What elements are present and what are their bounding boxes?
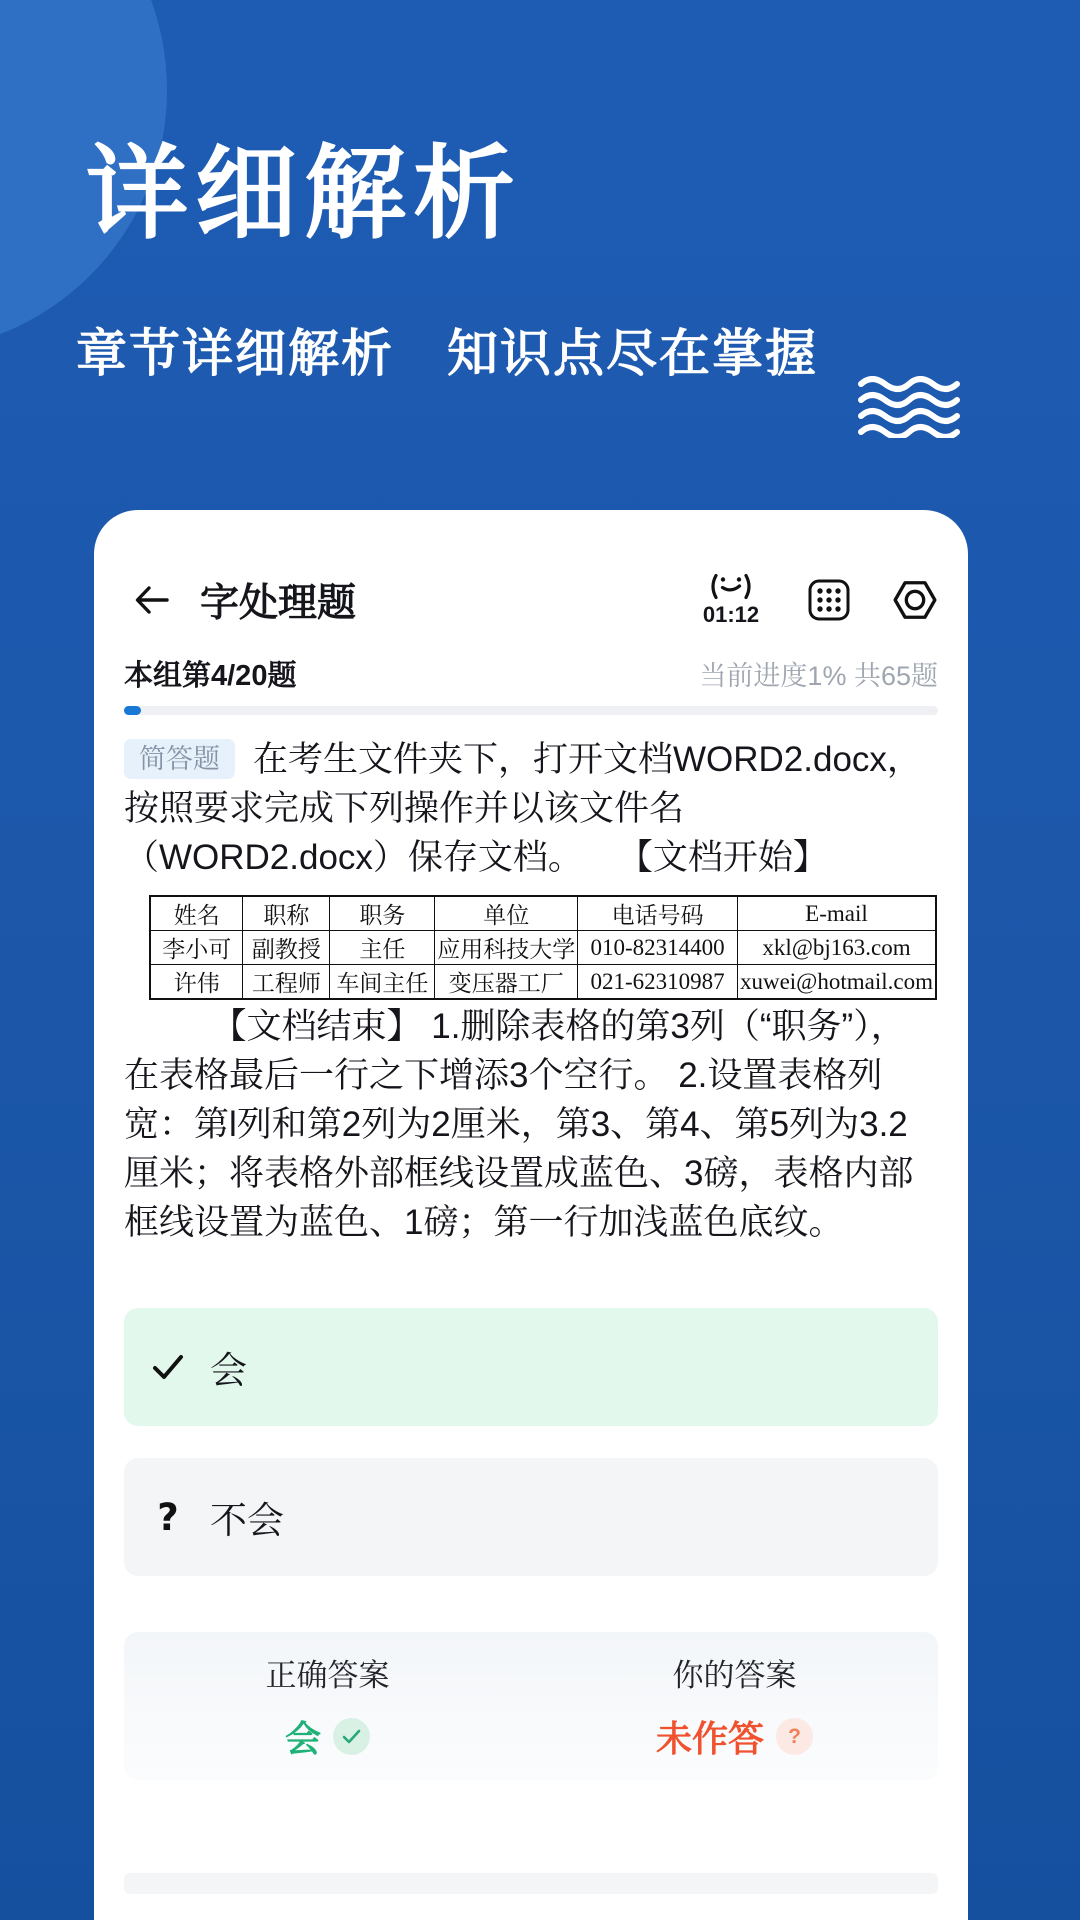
progress-bar-fill (124, 706, 141, 715)
your-answer-column (531, 1632, 938, 1780)
quiz-card (94, 510, 968, 1920)
quiz-card-content (124, 510, 938, 1920)
progress-row (124, 653, 938, 694)
your-answer-value-row (656, 1711, 813, 1762)
table-header-cell: 单位 (435, 896, 578, 931)
waves-icon (858, 376, 962, 438)
question-icon: ? (157, 1495, 179, 1539)
quiz-header (124, 560, 938, 640)
question-icon: ? (788, 1724, 801, 1748)
back-button[interactable] (134, 580, 174, 620)
timer-button[interactable] (696, 573, 766, 628)
table-header-cell: 姓名 (150, 896, 243, 931)
table-cell: 变压器工厂 (435, 965, 578, 1000)
table-header-cell: 职务 (330, 896, 435, 931)
question-type-badge: 简答题 (124, 739, 235, 779)
timer-face-icon (707, 573, 755, 600)
nut-settings-icon (892, 577, 938, 623)
table-cell: 副教授 (243, 931, 330, 965)
option-label: 会 (210, 1350, 247, 1391)
correct-answer-value-row (285, 1711, 370, 1762)
unanswered-badge (776, 1718, 813, 1755)
total-progress-text: 当前进度1% 共65题 (699, 661, 938, 691)
correct-check-badge (333, 1718, 370, 1755)
question-text-body: 在考生文件夹下，打开文档WORD2.docx，按照要求完成下列操作并以该文件名（WORD2.docx）保存文档。 【文档开始】 (124, 740, 922, 877)
correct-answer-column (124, 1632, 531, 1780)
your-answer-label: 你的答案 (672, 1658, 797, 1693)
question-text-2: 【文档结束】 1.删除表格的第3列（“职务”），在表格最后一行之下增添3个空行。 2.设置表格列宽：第l列和第2列为2厘米，第3、第4、第5列为3.2厘米；将表格外部框线设置成蓝色、3磅，表格内部框线设置为蓝色、1磅；第一行加浅蓝色底纹。 (124, 1007, 914, 1242)
group-progress-text: 本组第4/20题 (124, 660, 297, 692)
option-buhui[interactable] (124, 1458, 938, 1576)
check-icon (148, 1353, 188, 1381)
bottom-section-peek (124, 1873, 938, 1894)
answer-panel (124, 1632, 938, 1780)
table-cell: 许伟 (150, 965, 243, 1000)
back-arrow-icon (134, 584, 170, 616)
table-cell: 010-82314400 (578, 931, 738, 965)
option-hui[interactable] (124, 1308, 938, 1426)
table-cell: 主任 (330, 931, 435, 965)
table-cell: 车间主任 (330, 965, 435, 1000)
table-cell: xkl@bj163.com (737, 931, 936, 965)
table-header-cell: E-mail (737, 896, 936, 931)
question-text (124, 735, 938, 882)
table-cell: 工程师 (243, 965, 330, 1000)
settings-button[interactable] (892, 577, 938, 623)
document-table-wrap (149, 895, 937, 1000)
table-cell: xuwei@hotmail.com (737, 965, 936, 1000)
table-row (150, 965, 936, 1000)
table-header-cell: 职称 (243, 896, 330, 931)
table-header-row (150, 896, 936, 931)
hero-subtitle: 章节详细解析 知识点尽在掌握 (76, 325, 819, 382)
table-cell: 应用科技大学 (435, 931, 578, 965)
table-header-cell: 电话号码 (578, 896, 738, 931)
timer-value: 01:12 (702, 601, 760, 627)
doc-table (149, 895, 937, 1000)
page-title: 字处理题 (200, 582, 357, 625)
option-label: 不会 (210, 1500, 284, 1541)
hero-title: 详细解析 (86, 137, 522, 251)
table-cell: 021-62310987 (578, 965, 738, 1000)
correct-answer-label: 正确答案 (265, 1658, 390, 1693)
grid-icon (807, 578, 851, 622)
progress-bar (124, 706, 938, 715)
table-cell: 李小可 (150, 931, 243, 965)
question-grid-button[interactable] (806, 577, 852, 623)
your-answer-value: 未作答 (655, 1718, 764, 1759)
table-row (150, 931, 936, 965)
check-icon (342, 1729, 361, 1744)
correct-answer-value: 会 (284, 1718, 321, 1759)
